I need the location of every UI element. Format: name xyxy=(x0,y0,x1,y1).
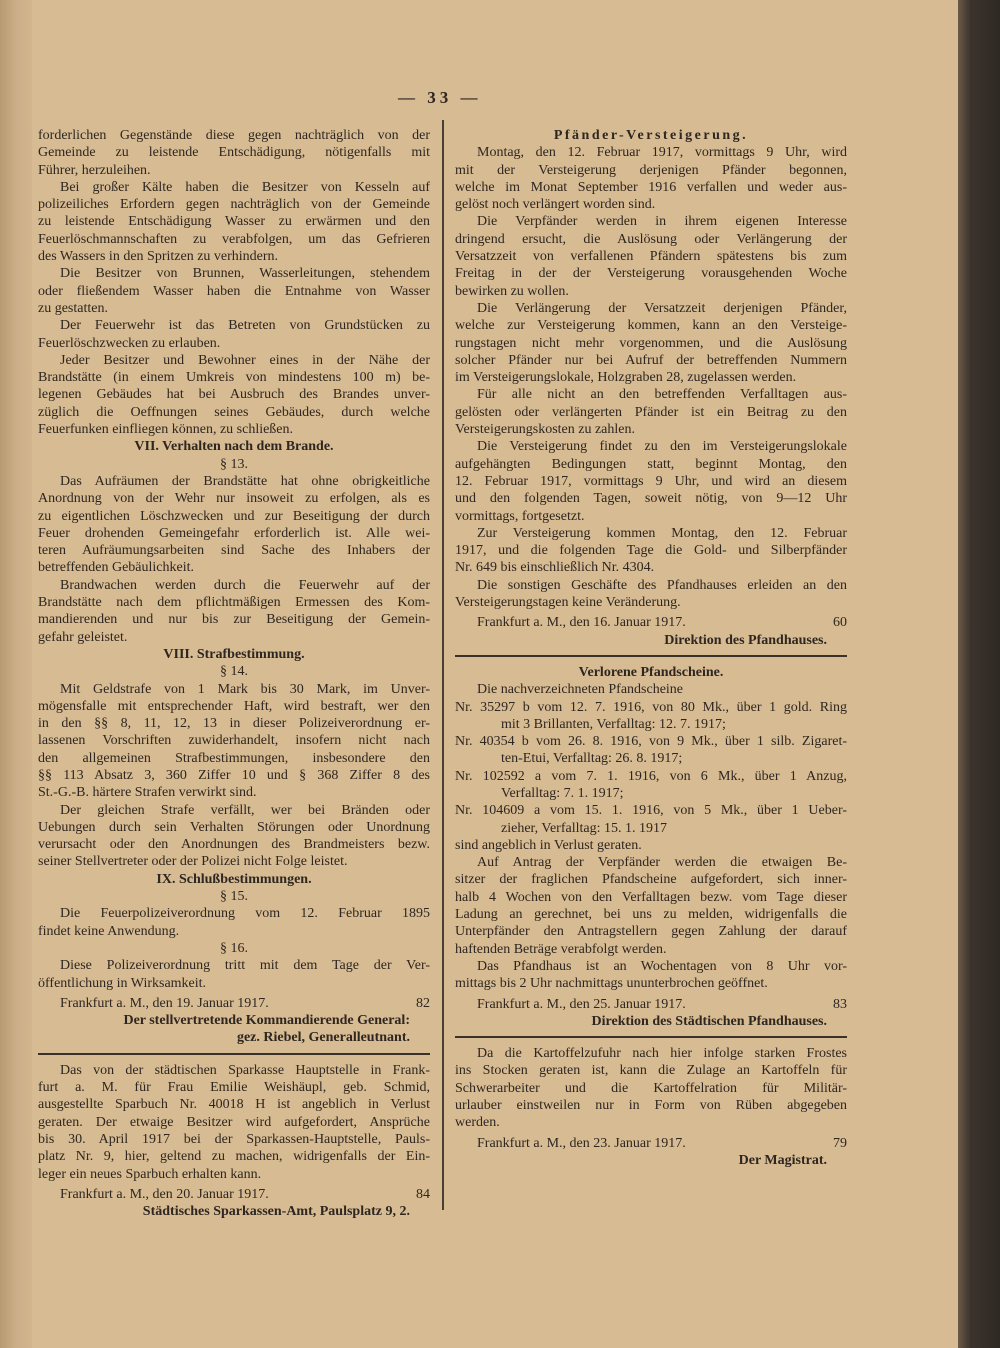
text-line: Die sonstigen Geschäfte des Pfandhauses erleiden an den xyxy=(477,577,847,593)
text-line: bis 30. April 1917 bei der Sparkassen-Hauptstelle, Pauls- xyxy=(38,1131,430,1147)
text-line: 12. Februar 1917, vormittags 9 Uhr, und wird an diesem xyxy=(455,473,847,489)
signature: Der stellvertretende Kommandierende General: xyxy=(123,1013,410,1029)
left-column xyxy=(38,127,430,1220)
text-line: polizeiliches Erfordern gegen nachträglich von der Gemeinde xyxy=(38,197,430,213)
text-line: Die Verpfänder werden in ihrem eigenen Interesse xyxy=(477,214,847,230)
text-line: geraten. Der etwaige Besitzer wird aufgefordert, Ansprüche xyxy=(38,1114,430,1130)
text-line: Der Feuerwehr ist das Betreten von Grundstücken zu xyxy=(60,318,430,334)
text-line: Diese Polizeiverordnung tritt mit dem Tage der Ver- xyxy=(60,958,430,974)
text-line: Nr. 40354 b vom 26. 8. 1916, von 9 Mk., über 1 silb. Zigaret- xyxy=(455,734,847,750)
paragraph xyxy=(455,681,847,698)
paragraph xyxy=(38,127,430,179)
right-column xyxy=(455,127,847,1169)
text-line: §§ 113 Absatz 3, 360 Ziffer 10 und § 368 Ziffer 8 des xyxy=(38,767,430,783)
text-line: zu gestatten. xyxy=(38,300,108,316)
text-line: den allgemeinen Strafbestimmungen, insbesondere den xyxy=(38,750,430,766)
text-line: Versteigerungstagen keine Veränderung. xyxy=(455,595,681,611)
paragraph-number: § 16. xyxy=(220,940,248,956)
horizontal-rule xyxy=(455,1036,847,1038)
text-line: ten-Etui, Verfalltag: 26. 8. 1917; xyxy=(501,751,683,767)
text-line: aufgehängten Bedingungen statt, beginnt Montag, den xyxy=(455,456,847,472)
text-line: platz Nr. 9, hier, geltend zu machen, widrigenfalls der Ein- xyxy=(38,1149,430,1165)
text-line: Gemeinde zu leistende Entschädigung, nötigenfalls mit xyxy=(38,145,430,161)
text-line: mit der Versteigerung derjenigen Pfänder begonnen, xyxy=(455,162,847,178)
text-line: und den folgenden Tagen, soweit nötig, von 9—12 Uhr xyxy=(455,491,847,507)
text-line: Zur Versteigerung kommen Montag, den 12. Februar xyxy=(477,525,847,541)
paragraph xyxy=(455,837,847,854)
paragraph-number: § 13. xyxy=(220,456,248,472)
text-line: Brandstätte (in einem Umkreis von mindestens 100 m) be- xyxy=(38,370,430,386)
text-line: Das Pfandhaus ist an Wochentagen von 8 Uhr vor- xyxy=(477,958,847,974)
text-line: Feuerfunken einfliegen können, zu schließen. xyxy=(38,422,294,438)
paragraph xyxy=(455,300,847,386)
text-line: Versatzzeit von verfallenen Pfändern spätestens bis zum xyxy=(455,249,847,265)
paragraph xyxy=(38,1062,430,1183)
paragraph-number: § 14. xyxy=(220,664,248,680)
text-line: Uebungen durch sein Verhalten Störungen oder Unordnung xyxy=(38,819,430,835)
column-divider xyxy=(442,120,444,1210)
paragraph xyxy=(455,144,847,213)
text-line: Verfalltag: 7. 1. 1917; xyxy=(501,785,624,801)
binding-edge xyxy=(958,0,1000,1348)
text-line: Freitag in der der Versteigerung vorausgehenden Woche xyxy=(455,266,847,282)
text-line: lassenen Vorschriften zuwiderhandelt, insofern nicht nach xyxy=(38,733,430,749)
section-heading: VIII. Strafbestimmung. xyxy=(163,646,305,662)
text-line: oder fließendem Wasser haben die Entnahme von Wasser xyxy=(38,283,430,299)
paragraph xyxy=(38,957,430,992)
text-line: betreffenden Gebäulichkeit. xyxy=(38,560,195,576)
text-line: Die Feuerpolizeiverordnung vom 12. Februar 1895 xyxy=(60,906,430,922)
text-line: furt a. M. für Frau Emilie Weishäupl, geb. Schmid, xyxy=(38,1080,430,1096)
text-line: Brandstätte nach dem pflichtmäßigen Ermessen des Kom- xyxy=(38,595,430,611)
horizontal-rule xyxy=(38,1053,430,1055)
text-line: Nr. 104609 a vom 15. 1. 1916, von 5 Mk., über 1 Ueber- xyxy=(455,803,847,819)
notice-number: 60 xyxy=(833,615,847,631)
text-line: verursacht oder den Anordnungen des Brandmeisters bezw. xyxy=(38,837,430,853)
text-line: im Versteigerungslokale, Holzgraben 28, zugelassen werden. xyxy=(455,370,797,386)
text-line: in den §§ 8, 11, 12, 13 in dieser Polizeiverordnung er- xyxy=(38,716,430,732)
paragraph xyxy=(455,1045,847,1131)
date-line xyxy=(455,1135,847,1152)
text-line: zieher, Verfalltag: 15. 1. 1917 xyxy=(501,820,667,836)
text-line: mittags bis 2 Uhr nachmittags ununterbrochen geöffnet. xyxy=(455,976,768,992)
date-line xyxy=(455,996,847,1013)
text-line: Da die Kartoffelzufuhr nach hier infolge starken Frostes xyxy=(477,1046,847,1062)
text-line: seiner Stellvertreter oder der Polizei nicht Folge leistet. xyxy=(38,854,348,870)
previous-page-edge xyxy=(0,0,32,1348)
text-line: sitzer der fraglichen Pfandscheine aufgefordert, sich inner- xyxy=(455,872,847,888)
paragraph xyxy=(38,681,430,802)
text-line: zu leistende Entschädigung Wasser zu erwärmen und den xyxy=(38,214,430,230)
paragraph xyxy=(455,213,847,299)
text-line: legenen Gebäudes hat bei Ausbruch des Brandes unver- xyxy=(38,387,430,403)
text-line: Nr. 35297 b vom 12. 7. 1916, von 80 Mk., über 1 gold. Ring xyxy=(455,699,847,715)
text-line: sind angeblich in Verlust geraten. xyxy=(455,837,642,853)
text-line: Feuerlöschmannschaften zu verabfolgen, um das Gefrieren xyxy=(38,231,430,247)
text-line: St.-G.-B. härtere Strafen verwirkt sind. xyxy=(38,785,257,801)
text-line: Das von der städtischen Sparkasse Hauptstelle in Frank- xyxy=(60,1062,430,1078)
paragraph xyxy=(38,473,430,577)
paragraph xyxy=(38,802,430,871)
paragraph xyxy=(38,317,430,352)
signature: Städtisches Sparkassen-Amt, Paulsplatz 9, 2. xyxy=(142,1204,410,1220)
text-line: Die Verlängerung der Versatzzeit derjenigen Pfänder, xyxy=(477,300,847,316)
date-text: Frankfurt a. M., den 16. Januar 1917. xyxy=(477,615,686,631)
signature: Direktion des Pfandhauses. xyxy=(664,632,827,648)
date-text: Frankfurt a. M., den 25. Januar 1917. xyxy=(477,996,686,1012)
signature: Der Magistrat. xyxy=(738,1152,827,1168)
date-text: Frankfurt a. M., den 19. Januar 1917. xyxy=(60,995,269,1011)
section-heading: IX. Schlußbestimmungen. xyxy=(156,871,312,887)
paragraph xyxy=(38,905,430,940)
text-line: Mit Geldstrafe von 1 Mark bis 30 Mark, im Unver- xyxy=(60,681,430,697)
paragraph xyxy=(455,854,847,958)
text-line: welche zur Versteigerung kommen, kann an den Versteige- xyxy=(455,318,847,334)
text-line: öffentlichung in Wirksamkeit. xyxy=(38,975,207,991)
text-line: leger ein neues Sparbuch erhalten kann. xyxy=(38,1166,262,1182)
text-line: des Wassers in den Spritzen zu verhindern. xyxy=(38,249,279,265)
horizontal-rule xyxy=(455,655,847,657)
text-line: bewirken zu wollen. xyxy=(455,283,569,299)
text-line: Feuer drohenden Gemeingefahr erforderlich ist. Alle wei- xyxy=(38,525,430,541)
text-line: ausgestellte Sparbuch Nr. 40018 H ist angeblich in Verlust xyxy=(38,1097,430,1113)
text-line: solcher Pfänder nur bei Aufruf der betreffenden Nummern xyxy=(455,352,847,368)
date-line xyxy=(38,1186,430,1203)
text-line: Die nachverzeichneten Pfandscheine xyxy=(477,682,684,698)
text-line: Die Versteigerung findet zu den im Versteigerungslokale xyxy=(477,439,847,455)
text-line: gefahr geleistet. xyxy=(38,629,128,645)
text-line: werden. xyxy=(455,1115,500,1131)
date-line xyxy=(455,614,847,631)
paragraph xyxy=(38,179,430,265)
text-line: Für alle nicht an den betreffenden Verfalltagen aus- xyxy=(477,387,847,403)
section-heading: Verlorene Pfandscheine. xyxy=(578,664,724,680)
date-line xyxy=(38,995,430,1012)
text-line: welche im Monat September 1916 verfallen und weder aus- xyxy=(455,179,847,195)
text-line: Das Aufräumen der Brandstätte hat ohne obrigkeitliche xyxy=(60,473,430,489)
text-line: ins Stocken geraten ist, kann die Zulage an Kartoffeln für xyxy=(455,1063,847,1079)
text-line: findet keine Anwendung. xyxy=(38,923,180,939)
paragraph xyxy=(455,577,847,612)
signature: Direktion des Städtischen Pfandhauses. xyxy=(591,1013,827,1029)
notice-number: 82 xyxy=(416,995,430,1011)
text-line: teren Aufräumungsarbeiten sind Sache des Inhabers der xyxy=(38,543,430,559)
list-entry xyxy=(455,768,847,803)
signature: gez. Riebel, Generalleutnant. xyxy=(236,1030,410,1046)
text-line: vormittags, fortgesetzt. xyxy=(455,508,585,524)
text-line: züglich die Oeffnungen seines Gebäudes, durch welche xyxy=(38,404,430,420)
notice-number: 83 xyxy=(833,996,847,1012)
list-entry xyxy=(455,802,847,837)
text-line: Anordnung von der Wehr nur insoweit zu erfolgen, als es xyxy=(38,491,430,507)
text-line: Bei großer Kälte haben die Besitzer von Kesseln auf xyxy=(60,179,430,195)
notice-number: 84 xyxy=(416,1186,430,1202)
text-line: Nr. 649 bis einschließlich Nr. 4304. xyxy=(455,560,655,576)
text-line: Ladung an gerechnet, bei uns zu melden, widrigenfalls die xyxy=(455,907,847,923)
text-line: zu eigentlichen Löschzwecken und zur Beseitigung der durch xyxy=(38,508,430,524)
paragraph xyxy=(38,352,430,438)
paragraph xyxy=(38,577,430,646)
text-line: urlauber einstweilen nur in Form von Rüben abgegeben xyxy=(455,1098,847,1114)
text-line: mögensfalle mit entsprechender Haft, wird bestraft, wer den xyxy=(38,698,430,714)
page-number: — 33 — xyxy=(398,88,482,107)
text-line: forderlichen Gegenstände diese gegen nachträglich von der xyxy=(38,128,430,143)
text-line: Die Besitzer von Brunnen, Wasserleitungen, stehendem xyxy=(60,266,430,282)
text-line: Jeder Besitzer und Bewohner eines in der Nähe der xyxy=(60,352,430,368)
text-line: Brandwachen werden durch die Feuerwehr auf der xyxy=(60,577,430,593)
text-line: rungstagen nicht mehr vorgenommen, und die Auslösung xyxy=(455,335,847,351)
paragraph xyxy=(38,265,430,317)
text-line: Montag, den 12. Februar 1917, vormittags 9 Uhr, wird xyxy=(477,145,847,161)
text-line: Der gleichen Strafe verfällt, wer bei Bränden oder xyxy=(60,802,430,818)
list-entry xyxy=(455,699,847,734)
text-line: Unterpfänder den Antragstellern gegen Zahlung der darauf xyxy=(455,924,847,940)
paragraph xyxy=(455,386,847,438)
text-line: mandierenden und nur bis zur Beseitigung der Gemein- xyxy=(38,612,430,628)
text-line: halb 4 Wochen von den Verfalltagen bezw. vom Tage dieser xyxy=(455,889,847,905)
text-line: 1917, und die folgenden Tage die Gold- und Silberpfänder xyxy=(455,543,847,559)
text-line: gelösten oder verlängerten Pfänder ist ein Beitrag zu den xyxy=(455,404,847,420)
text-line: Führer, herzuleihen. xyxy=(38,162,151,178)
text-line: Auf Antrag der Verpfänder werden die etwaigen Be- xyxy=(477,855,847,871)
section-heading: VII. Verhalten nach dem Brande. xyxy=(134,439,334,455)
text-line: haftenden Beträge verabfolgt werden. xyxy=(455,941,667,957)
notice-number: 79 xyxy=(833,1135,847,1151)
text-line: mit 3 Brillanten, Verfalltag: 12. 7. 1917; xyxy=(501,716,726,732)
date-text: Frankfurt a. M., den 23. Januar 1917. xyxy=(477,1135,686,1151)
paragraph-number: § 15. xyxy=(220,889,248,905)
text-line: Nr. 102592 a vom 7. 1. 1916, von 6 Mk., über 1 Anzug, xyxy=(455,768,847,784)
section-heading: Pfänder-Versteigerung. xyxy=(553,128,749,143)
text-line: Feuerlöschzwecken zu erlauben. xyxy=(38,335,221,351)
text-line: gelöst noch verlängert worden sind. xyxy=(455,197,656,213)
paragraph xyxy=(455,525,847,577)
date-text: Frankfurt a. M., den 20. Januar 1917. xyxy=(60,1186,269,1202)
paragraph xyxy=(455,438,847,524)
text-line: Versteigerungskosten zu zahlen. xyxy=(455,422,635,438)
list-entry xyxy=(455,733,847,768)
text-line: dringend ersucht, die Auslösung oder Verlängerung der xyxy=(455,231,847,247)
paragraph xyxy=(455,958,847,993)
text-line: Schwerarbeiter und die Kartoffelration für Militär- xyxy=(455,1080,847,1096)
